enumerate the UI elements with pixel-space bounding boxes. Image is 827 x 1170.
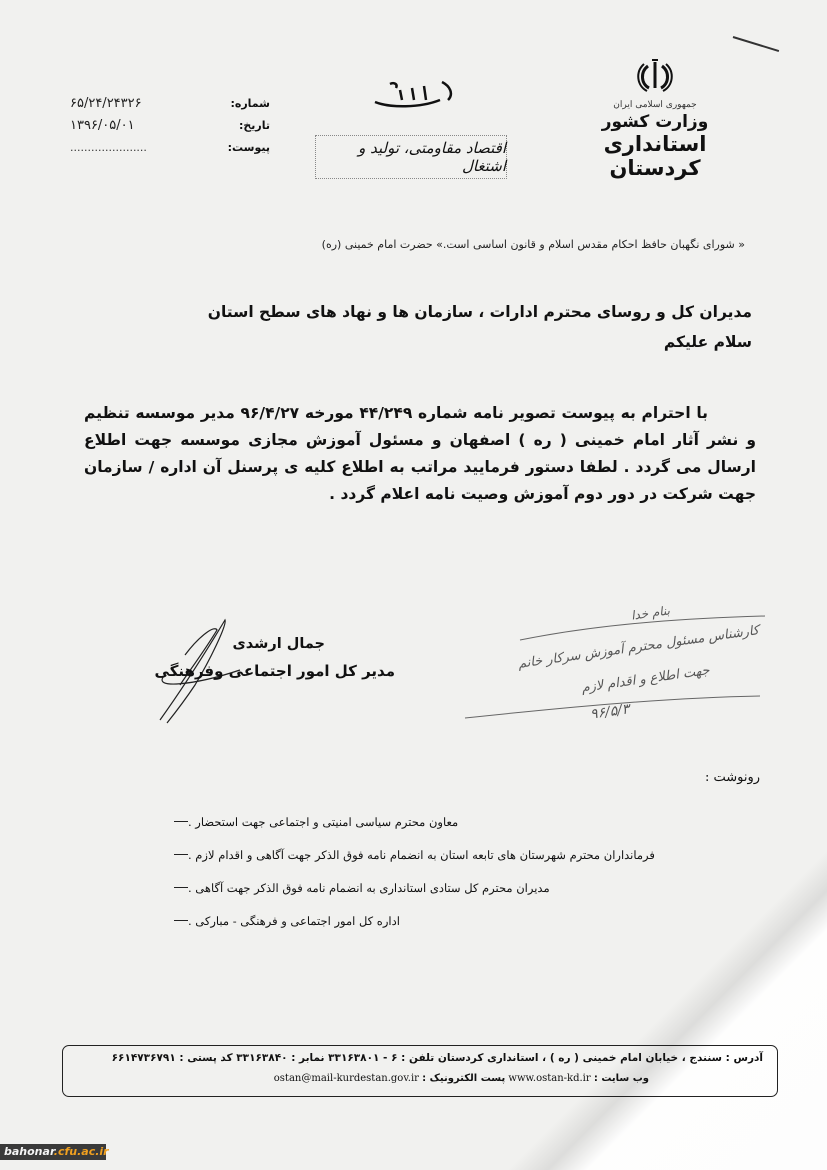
cc-item: فرمانداران محترم شهرستان های تابعه استان به انضمام نامه فوق الذکر جهت آگاهی و اقدام لازم . <box>160 838 750 871</box>
cc-title: رونوشت : <box>704 770 760 785</box>
iran-emblem-icon <box>635 58 675 96</box>
handwritten-referral-note <box>460 600 790 730</box>
signer-name: جمال ارشدی <box>232 636 325 652</box>
ministry-name: وزارت کشور <box>601 112 709 132</box>
website-label: وب سایت : <box>593 1073 649 1084</box>
note-line-1: کارشناس مسئول محترم آموزش سرکار خانم <box>517 623 760 672</box>
attachment-row <box>70 136 270 158</box>
cc-item: معاون محترم سیاسی امنیتی و اجتماعی جهت استحضار . <box>160 805 750 838</box>
signer-title: مدیر کل امور اجتماعی وفرهنگی <box>154 662 395 680</box>
body-paragraph: با احترام به پیوست تصویر نامه شماره ۴۴/۲۴۹ مورخه ۹۶/۴/۲۷ مدیر موسسه تنظیم و نشر آثار امام خمینی ( ره ) اصفهان و مسئول آموزش مجازی موسسه جهت اطلاع ارسال می گردد . لطفا دستور فرمایید مراتب به اطلاع کلیه ی پرسنل آن اداره / سازمان جهت شرکت در دور دوم آموزش وصیت نامه اعلام گردد . <box>84 404 756 503</box>
letter-body <box>84 400 756 508</box>
greeting-line: سلام علیکم <box>663 333 752 351</box>
email-label: پست الکترونیک : <box>422 1073 506 1084</box>
footer-contact-box <box>62 1045 778 1097</box>
email-link[interactable]: ostan@mail-kurdestan.gov.ir <box>273 1073 419 1084</box>
note-heading: بنام خدا <box>630 603 671 623</box>
addressee-block <box>200 297 752 357</box>
governorate-name: استانداری کردستان <box>603 132 707 180</box>
letterhead-emblem-block <box>560 58 750 180</box>
date-label: تاریخ: <box>238 118 270 132</box>
date-value: ۱۳۹۶/۰۵/۰۱ <box>70 117 135 133</box>
note-date: ۹۶/۵/۳ <box>589 701 631 723</box>
footer-address: آدرس : سنندج ، خیابان امام خمینی ( ره ) ، استانداری کردستان تلفن : ۶ - ۳۳۱۶۳۸۰۱ نمابر : ۳۳۱۶۳۸۴۰ کد پستی : ۶۶۱۴۷۳۶۷۹۱ <box>111 1052 763 1064</box>
guardian-council-quote: « شورای نگهبان حافظ احکام مقدس اسلام و قانون اساسی است.» حضرت امام خمینی (ره) <box>321 238 745 251</box>
watermark-part-1: bahonar <box>4 1145 54 1158</box>
dash-bullet-icon <box>174 920 188 921</box>
note-line-2: جهت اطلاع و اقدام لازم <box>580 663 711 696</box>
date-row <box>70 114 270 136</box>
site-watermark <box>0 1144 109 1160</box>
number-label: شماره: <box>230 96 270 110</box>
bismillah-calligraphy-icon <box>370 72 460 112</box>
cc-item: مدیران محترم کل ستادی استانداری به انضمام نامه فوق الذکر جهت آگاهی . <box>160 871 750 904</box>
dash-bullet-icon <box>174 887 188 888</box>
staple-mark <box>733 36 779 52</box>
website-link[interactable]: www.ostan-kd.ir <box>508 1073 591 1084</box>
recipients-line: مدیران کل و روسای محترم ادارات ، سازمان ها و نهاد های سطح استان <box>207 303 752 321</box>
watermark-part-2: .cfu.ac.ir <box>53 1145 109 1158</box>
signature-block <box>150 636 400 680</box>
footer-web-line <box>274 1073 649 1084</box>
number-value: ۶۵/۲۴/۲۴۳۲۶ <box>70 95 142 111</box>
attachment-value: ...................... <box>70 140 147 154</box>
cc-item: اداره کل امور اجتماعی و فرهنگی - مبارکی . <box>160 904 750 937</box>
dash-bullet-icon <box>174 854 188 855</box>
republic-label: جمهوری اسلامی ایران <box>613 100 697 110</box>
attachment-label: پیوست: <box>227 140 270 154</box>
number-row <box>70 92 270 114</box>
dash-bullet-icon <box>174 821 188 822</box>
cc-list <box>160 805 750 937</box>
motto-banner: اقتصاد مقاومتی، تولید و اشتغال <box>315 135 507 179</box>
